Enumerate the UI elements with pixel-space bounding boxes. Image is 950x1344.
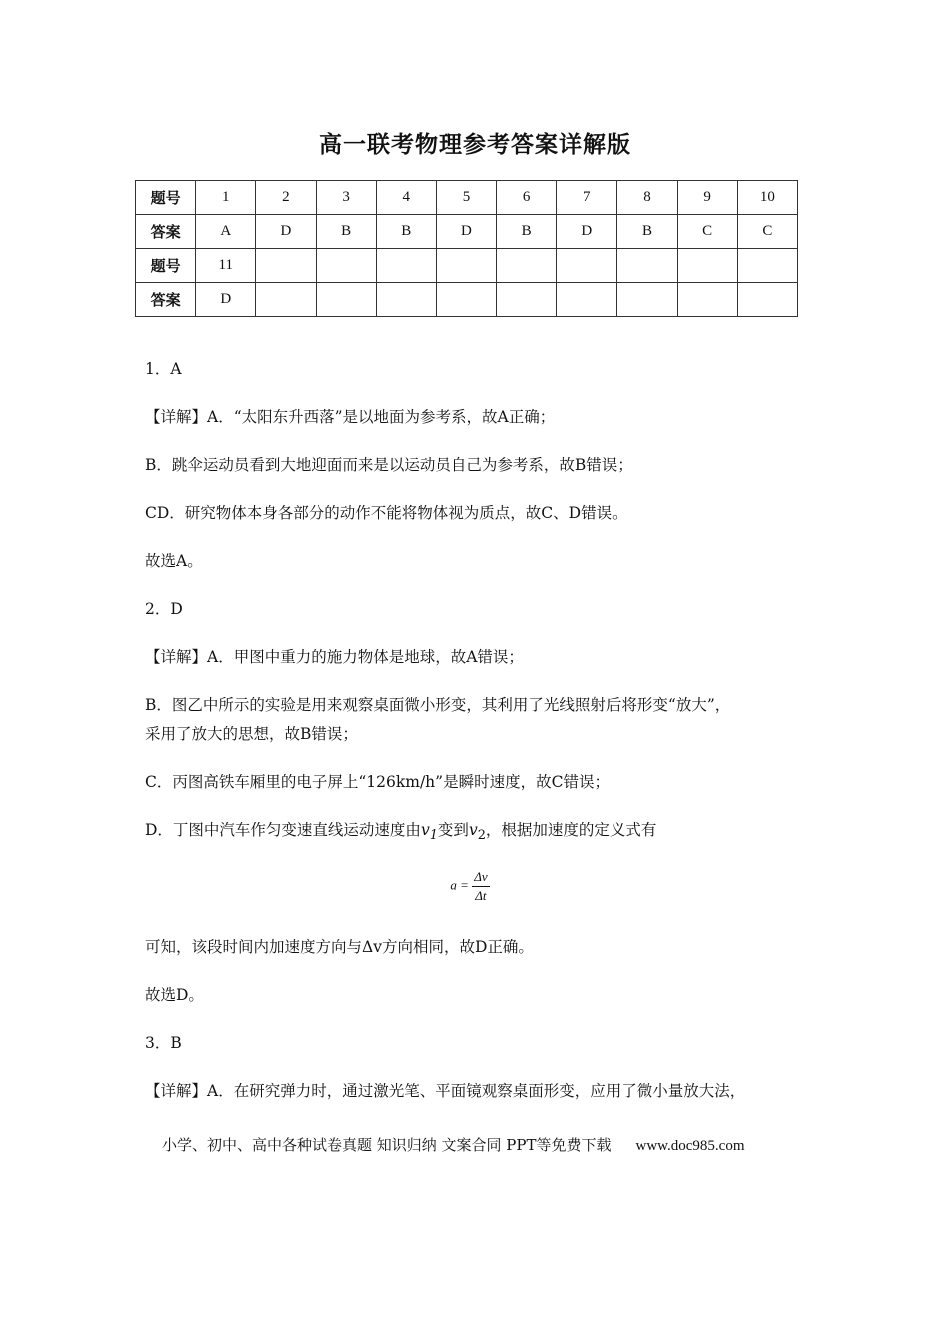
formula-lhs: a = [450,877,469,893]
v1-symbol: v [420,821,430,839]
answer-table-row [136,283,798,317]
q2-line-b2: 采用了放大的思想，故B错误； [145,725,358,743]
answer-table-cell [737,283,797,317]
answer-table-cell [436,249,496,283]
answer-table-cell [316,283,376,317]
answer-table-cell: 10 [737,181,797,215]
answer-table-cell [316,249,376,283]
answer-table-cell: 5 [436,181,496,215]
solution-body [145,355,795,1106]
footer-site: www.doc985.com [635,1138,745,1154]
q1-line-2: B．跳伞运动员看到大地迎面而来是以运动员自己为参考系，故B错误； [145,456,633,474]
answer-table-cell [436,283,496,317]
footer-text: 小学、初中、高中各种试卷真题 知识归纳 文案合同 PPT等免费下载 [162,1136,612,1154]
q2-line-d-post: ，根据加速度的定义式有 [485,821,657,839]
v2-subscript: 2 [477,828,486,844]
q2-line-c: C．丙图高铁车厢里的电子屏上“126km/h”是瞬时速度，故C错误； [145,773,610,791]
row-header-cell: 题号 [136,249,196,283]
answer-table-row [136,215,798,249]
q2-line-a: 【详解】A．甲图中重力的施力物体是地球，故A错误； [145,648,524,666]
row-header-cell: 答案 [136,215,196,249]
q2-line-d-mid: 变到 [437,821,469,839]
answer-table-cell: 11 [196,249,256,283]
answer-table-cell [557,249,617,283]
answer-table-cell [376,283,436,317]
page-footer [162,1134,802,1155]
formula-denominator: Δt [475,888,487,904]
q1-heading: 1．A [145,360,182,378]
answer-table-cell [256,283,316,317]
answer-table-cell [677,249,737,283]
q2-line-b [145,691,795,749]
row-header-cell: 题号 [136,181,196,215]
answer-table-cell: 6 [497,181,557,215]
answer-table-cell: B [376,215,436,249]
answer-table-cell: B [316,215,376,249]
answer-table-cell: D [436,215,496,249]
answer-table-cell: D [557,215,617,249]
q1-conclusion: 故选A。 [145,552,203,570]
answer-table-cell: B [617,215,677,249]
answer-table-row [136,249,798,283]
answer-table-cell [617,283,677,317]
q2-conclusion: 故选D。 [145,986,204,1005]
row-header-cell: 答案 [136,283,196,317]
acceleration-formula [145,869,795,909]
q2-line-b1: B．图乙中所示的实验是用来观察桌面微小形变，其利用了光线照射后将形变“放大”， [145,696,731,714]
answer-table-cell [376,249,436,283]
formula-fraction [472,869,489,904]
q3-line-a: 【详解】A．在研究弹力时，通过激光笔、平面镜观察桌面形变，应用了微小量放大法， [145,1082,746,1101]
q2-line-d-pre: D．丁图中汽车作匀变速直线运动速度由 [145,821,421,839]
answer-table-cell: 7 [557,181,617,215]
v1-subscript: 1 [429,828,438,844]
answer-table-cell: C [677,215,737,249]
answer-table-cell: D [196,283,256,317]
document-title: 高一联考物理参考答案详解版 [319,132,631,158]
answer-table-cell [677,283,737,317]
answer-table-cell: 8 [617,181,677,215]
answer-table-cell: 9 [677,181,737,215]
answer-table-cell: A [196,215,256,249]
answer-table-cell [737,249,797,283]
q3-heading: 3．B [145,1034,182,1053]
q1-line-3: CD．研究物体本身各部分的动作不能将物体视为质点，故C、D错误。 [145,504,628,522]
v2-symbol: v [468,821,478,839]
answer-table-cell: 4 [376,181,436,215]
q2-line-d [145,816,795,850]
q1-line-1: 【详解】A．“太阳东升西落”是以地面为参考系，故A正确； [145,408,556,426]
answer-table-cell [557,283,617,317]
answer-table-row [136,181,798,215]
answer-table-cell: B [497,215,557,249]
answer-table-cell: D [256,215,316,249]
answer-table-cell [256,249,316,283]
answer-table-cell: 2 [256,181,316,215]
q2-heading: 2．D [145,600,183,618]
formula-numerator: Δv [472,869,489,887]
answer-table-cell [497,283,557,317]
answer-table-cell: 1 [196,181,256,215]
answer-table-cell: 3 [316,181,376,215]
answer-table-cell [617,249,677,283]
q2-line-e: 可知，该段时间内加速度方向与Δv方向相同，故D正确。 [145,938,534,957]
answer-table-cell: C [737,215,797,249]
answer-table [135,180,798,317]
answer-table-cell [497,249,557,283]
